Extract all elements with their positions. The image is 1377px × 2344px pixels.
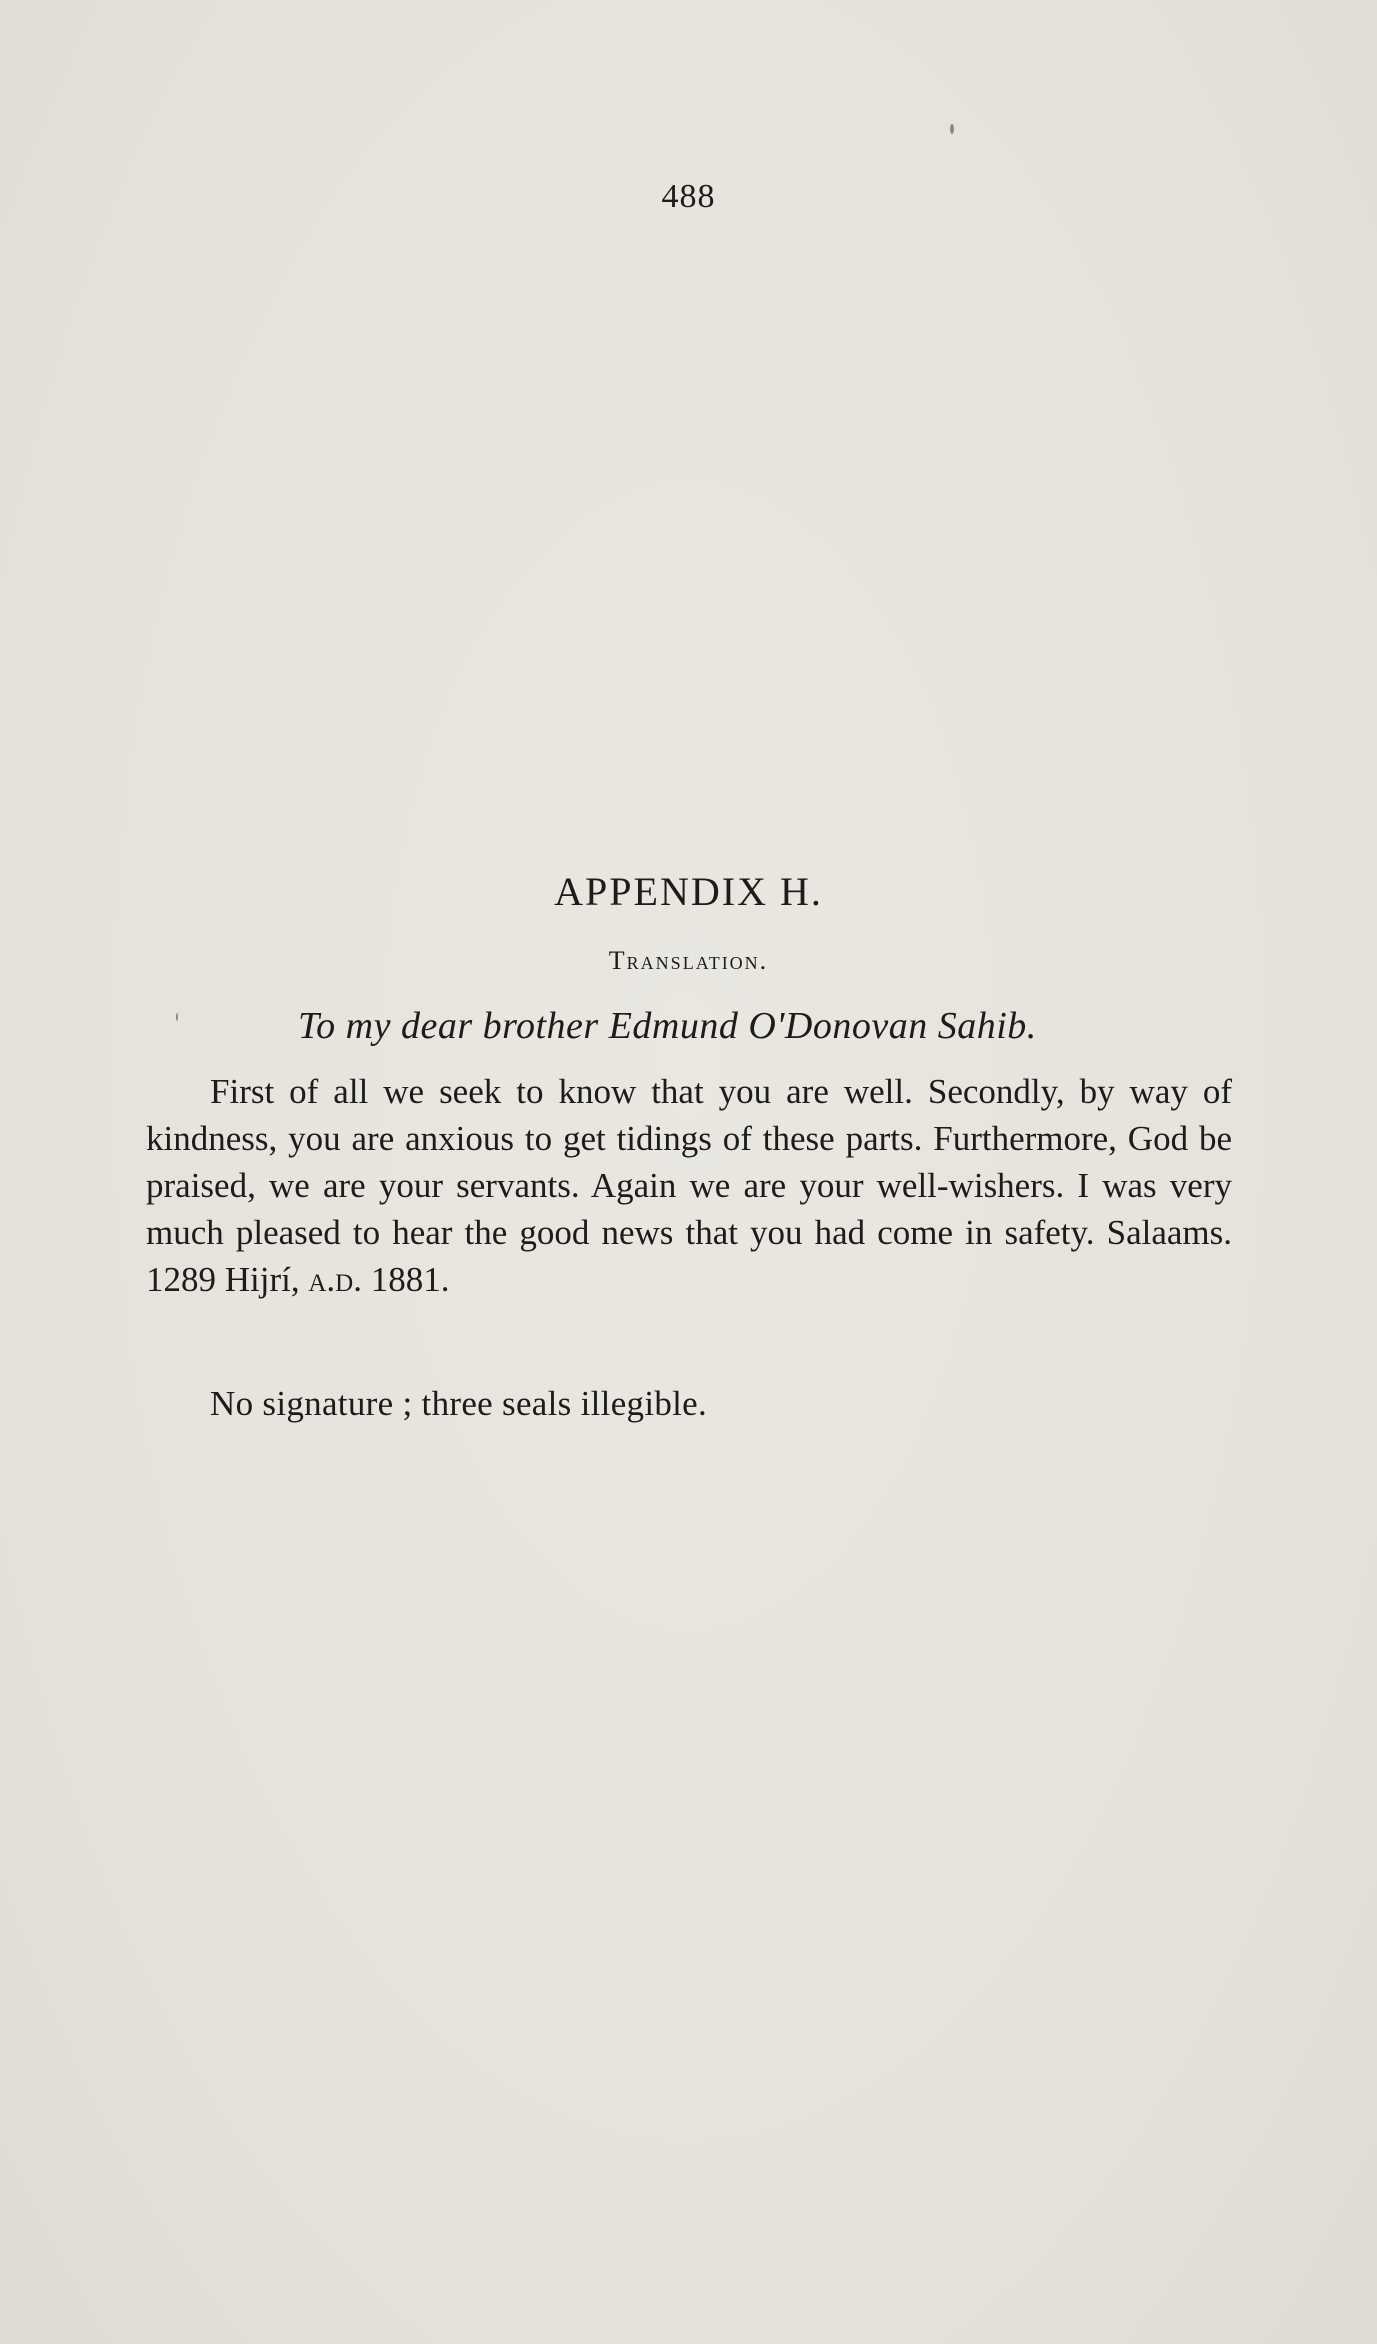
letter-salutation: To my dear brother Edmund O'Donovan Sahib. bbox=[298, 1005, 1037, 1047]
appendix-title: APPENDIX H. bbox=[554, 869, 823, 914]
letter-body-text: First of all we seek to know that you are well. Secondly, by way of kindness, you are anxious to get tidings of these parts. Furthermore, God be praised, we are your servants. Again we are your well-wishers. I was very much pleased to hear the good news that you had come in safety. Salaams. 1289 Hijrí, bbox=[146, 1072, 1232, 1299]
signature-note: No signature ; three seals illegible. bbox=[210, 1384, 708, 1423]
letter-year: 1881. bbox=[361, 1260, 450, 1299]
paper-speck bbox=[950, 124, 954, 134]
paper-speck bbox=[176, 1013, 178, 1021]
era-abbreviation: a.d. bbox=[308, 1260, 362, 1299]
page-number: 488 bbox=[661, 178, 716, 215]
section-label: Translation. bbox=[608, 946, 769, 975]
letter-body bbox=[146, 1068, 1232, 1303]
